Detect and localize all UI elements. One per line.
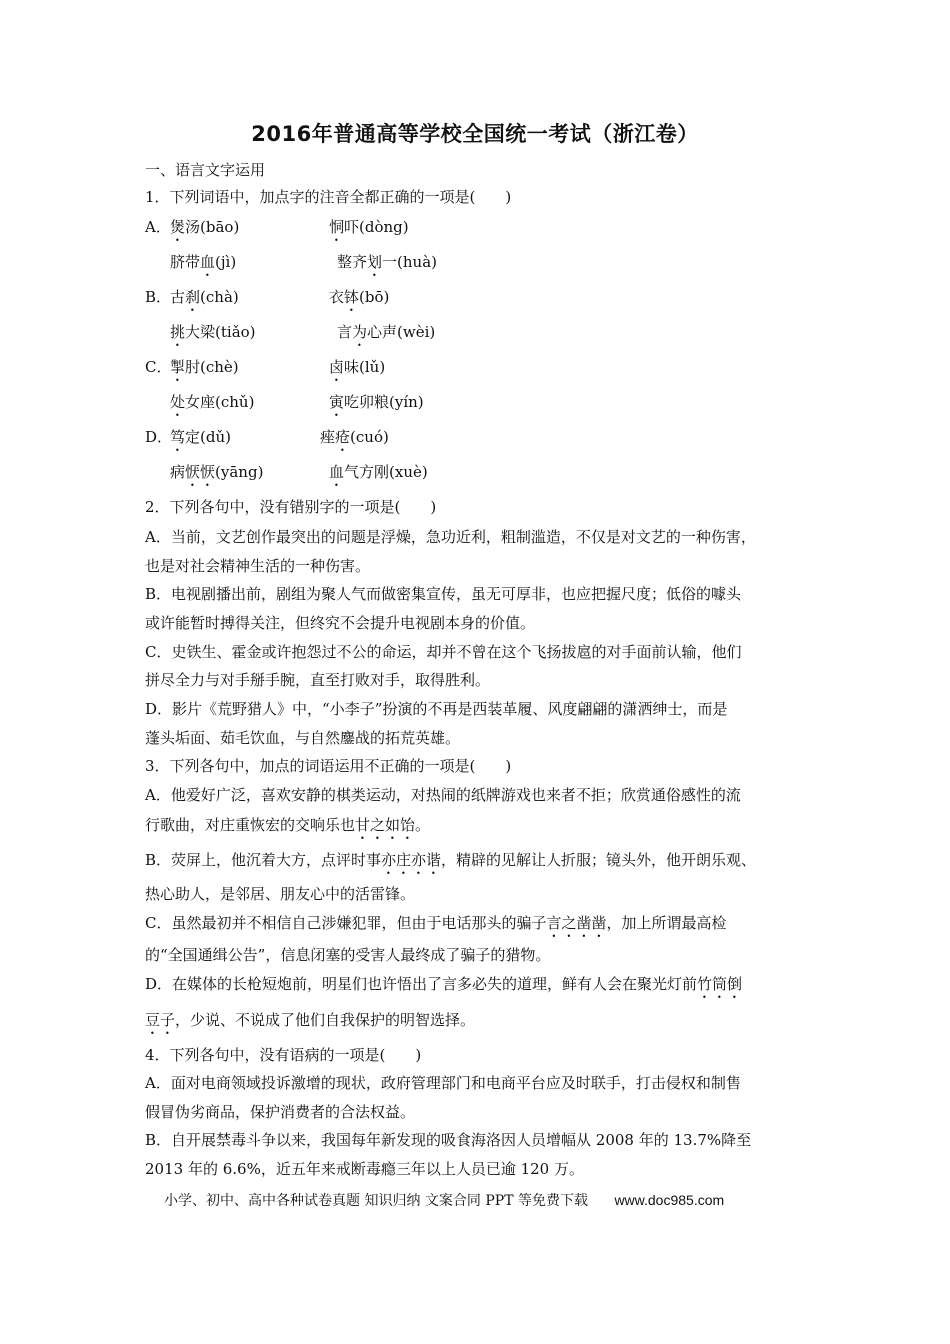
option-label: C．	[145, 358, 172, 376]
footer-text: 小学、初中、高中各种试卷真题 知识归纳 文案合同 PPT 等免费下载	[164, 1193, 588, 1209]
q2-option-d-line1: D．影片《荒野猎人》中，“小李子”扮演的不再是西装革履、风度翩翩的潇洒绅士，而是	[145, 700, 728, 718]
q3-option-c-line1: C．虽然最初并不相信自己涉嫌犯罪，但由于电话那头的骗子言之凿凿，加上所谓最高检	[145, 914, 727, 932]
q4-option-a-line2: 假冒伪劣商品，保护消费者的合法权益。	[145, 1103, 416, 1121]
option-label: A．	[145, 218, 171, 236]
q3-option-b-line1: B．荧屏上，他沉着大方，点评时事亦庄亦谐，精辟的见解让人折服；镜头外，他开朗乐观、	[145, 851, 757, 869]
q3-option-d-line2: 豆子，少说、不说成了他们自我保护的明智选择。	[145, 1011, 476, 1029]
q1-c-word4: 寅吃卯粮(yín)	[329, 393, 424, 411]
q1-b-word1: 古刹(chà)	[170, 288, 239, 306]
q1-c-word2: 卤味(lǔ)	[329, 358, 386, 376]
q1-a-word1: 煲汤(bāo)	[170, 218, 240, 236]
q2-option-a-line1: A．当前，文艺创作最突出的问题是浮燥，急功近利，粗制滥造，不仅是对文艺的一种伤害，	[145, 528, 756, 546]
document-title: 2016年普通高等学校全国统一考试（浙江卷）	[251, 122, 699, 146]
question-2-stem: 2．下列各句中，没有错别字的一项是( )	[145, 498, 437, 516]
q4-option-b-line1: B．自开展禁毒斗争以来，我国每年新发现的吸食海洛因人员增幅从 2008 年的 13.7%降至	[145, 1131, 752, 1149]
page-footer	[164, 1190, 724, 1210]
option-label: B．	[145, 288, 172, 306]
q1-d-word4: 血气方刚(xuè)	[329, 463, 428, 481]
question-3-stem: 3．下列各句中，加点的词语运用不正确的一项是( )	[145, 757, 512, 775]
q4-option-a-line1: A．面对电商领域投诉激增的现状，政府管理部门和电商平台应及时联手，打击侵权和制售	[145, 1074, 741, 1092]
question-4-stem: 4．下列各句中，没有语病的一项是( )	[145, 1046, 422, 1064]
q2-option-c-line1: C．史铁生、霍金或许抱怨过不公的命运，却并不曾在这个飞扬拔扈的对手面前认输，他们	[145, 643, 742, 661]
q1-d-word2: 痤疮(cuó)	[320, 428, 389, 446]
footer-site-link[interactable]: www.doc985.com	[614, 1192, 725, 1208]
dotted-phrase: 言之凿凿	[546, 914, 607, 932]
dotted-phrase: 竹筒倒	[697, 975, 743, 993]
q2-option-c-line2: 拼尽全力与对手掰手腕，直至打败对手，取得胜利。	[145, 671, 491, 689]
q2-option-b-line1: B．电视剧播出前，剧组为聚人气而做密集宣传，虽无可厚非，也应把握尺度；低俗的噱头	[145, 585, 742, 603]
q1-c-word1: 掣肘(chè)	[170, 358, 239, 376]
q1-b-word4: 言为心声(wèi)	[337, 323, 436, 341]
q3-option-a-line1: A．他爱好广泛，喜欢安静的棋类运动，对热闹的纸牌游戏也来者不拒；欣赏通俗感性的流	[145, 786, 741, 804]
q3-option-b-line2: 热心助人，是邻居、朋友心中的活雷锋。	[145, 885, 416, 903]
q1-c-word3: 处女座(chǔ)	[170, 393, 255, 411]
question-1-stem: 1．下列词语中，加点字的注音全都正确的一项是( )	[145, 188, 512, 206]
q2-option-b-line2: 或许能暂时搏得关注，但终究不会提升电视剧本身的价值。	[145, 614, 536, 632]
dotted-phrase: 豆子	[145, 1011, 176, 1029]
option-label: D．	[145, 428, 173, 446]
q1-a-word3: 脐带血(jì)	[170, 253, 237, 271]
q4-option-b-line2: 2013 年的 6.6%，近五年来戒断毒瘾三年以上人员已逾 120 万。	[145, 1160, 584, 1178]
dotted-phrase: 亦庄亦谐	[381, 851, 442, 869]
q1-b-word2: 衣钵(bō)	[329, 288, 390, 306]
q1-d-word1: 笃定(dǔ)	[170, 428, 231, 446]
q1-d-word3: 病恹恹(yāng)	[170, 463, 264, 481]
section-heading: 一、语言文字运用	[145, 161, 266, 179]
q2-option-a-line2: 也是对社会精神生活的一种伤害。	[145, 557, 371, 575]
q1-a-word4: 整齐划一(huà)	[337, 253, 437, 271]
q1-b-word3: 挑大梁(tiǎo)	[170, 323, 256, 341]
q3-option-d-line1: D．在媒体的长枪短炮前，明星们也许悟出了言多必失的道理，鲜有人会在聚光灯前竹筒倒	[145, 975, 743, 993]
dotted-phrase: 甘之如饴	[355, 816, 416, 834]
q3-option-a-line2: 行歌曲，对庄重恢宏的交响乐也甘之如饴。	[145, 816, 431, 834]
q3-option-c-line2: 的“全国通缉公告”，信息闭塞的受害人最终成了骗子的猎物。	[145, 946, 551, 964]
q1-a-word2: 恫吓(dòng)	[329, 218, 409, 236]
q2-option-d-line2: 蓬头垢面、茹毛饮血，与自然鏖战的拓荒英雄。	[145, 729, 461, 747]
